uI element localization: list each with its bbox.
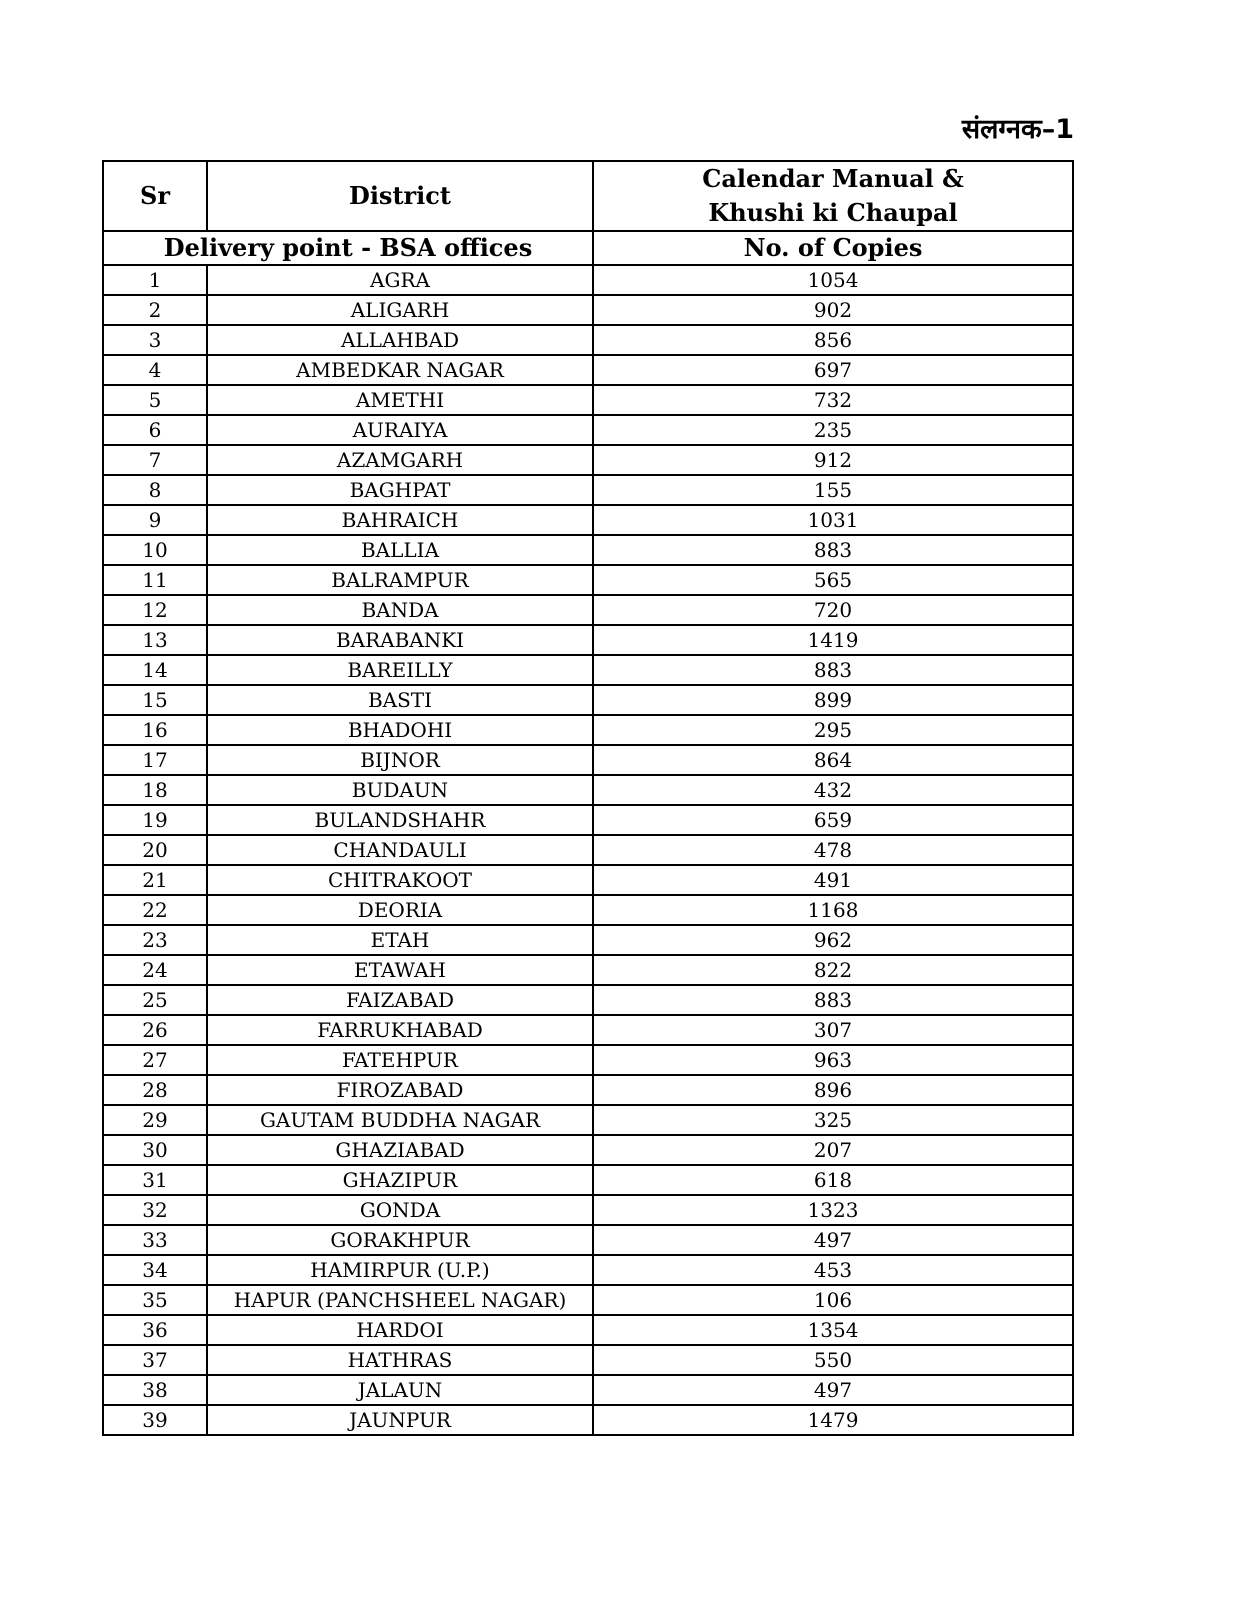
copies-cell: 207 — [593, 1135, 1073, 1165]
sr-cell: 19 — [103, 805, 207, 835]
sr-cell: 26 — [103, 1015, 207, 1045]
district-cell: GHAZIPUR — [207, 1165, 593, 1195]
table-row — [103, 505, 1073, 535]
copies-title-line1: Calendar Manual & — [702, 164, 964, 193]
district-copies-table — [102, 160, 1074, 1436]
table-row — [103, 745, 1073, 775]
table-row — [103, 1315, 1073, 1345]
table-row — [103, 355, 1073, 385]
district-cell: HAPUR (PANCHSHEEL NAGAR) — [207, 1285, 593, 1315]
sr-cell: 11 — [103, 565, 207, 595]
table-row — [103, 1405, 1073, 1435]
sr-cell: 15 — [103, 685, 207, 715]
copies-cell: 155 — [593, 475, 1073, 505]
table-row — [103, 595, 1073, 625]
district-cell: ETAWAH — [207, 955, 593, 985]
district-cell: CHITRAKOOT — [207, 865, 593, 895]
district-header: District — [207, 161, 593, 231]
copies-cell: 963 — [593, 1045, 1073, 1075]
sr-cell: 25 — [103, 985, 207, 1015]
copies-cell: 899 — [593, 685, 1073, 715]
district-cell: AGRA — [207, 265, 593, 295]
table-row — [103, 265, 1073, 295]
copies-cell: 432 — [593, 775, 1073, 805]
copies-cell: 1354 — [593, 1315, 1073, 1345]
sr-cell: 39 — [103, 1405, 207, 1435]
copies-cell: 883 — [593, 655, 1073, 685]
sr-cell: 36 — [103, 1315, 207, 1345]
copies-cell: 902 — [593, 295, 1073, 325]
copies-cell: 883 — [593, 535, 1073, 565]
table-row — [103, 1345, 1073, 1375]
copies-title-line2: Khushi ki Chaupal — [708, 198, 958, 227]
sr-cell: 38 — [103, 1375, 207, 1405]
district-cell: BIJNOR — [207, 745, 593, 775]
copies-cell: 565 — [593, 565, 1073, 595]
sr-cell: 4 — [103, 355, 207, 385]
district-cell: CHANDAULI — [207, 835, 593, 865]
district-cell: GONDA — [207, 1195, 593, 1225]
table-row — [103, 445, 1073, 475]
copies-cell: 896 — [593, 1075, 1073, 1105]
sr-cell: 6 — [103, 415, 207, 445]
table-row — [103, 1015, 1073, 1045]
table-row — [103, 475, 1073, 505]
copies-cell: 864 — [593, 745, 1073, 775]
district-cell: JAUNPUR — [207, 1405, 593, 1435]
sr-cell: 28 — [103, 1075, 207, 1105]
sr-cell: 18 — [103, 775, 207, 805]
table-row — [103, 1105, 1073, 1135]
sr-cell: 3 — [103, 325, 207, 355]
copies-cell: 295 — [593, 715, 1073, 745]
district-cell: HATHRAS — [207, 1345, 593, 1375]
district-cell: AMBEDKAR NAGAR — [207, 355, 593, 385]
copies-cell: 962 — [593, 925, 1073, 955]
copies-cell: 1031 — [593, 505, 1073, 535]
copies-cell: 325 — [593, 1105, 1073, 1135]
copies-cell: 497 — [593, 1375, 1073, 1405]
sr-cell: 13 — [103, 625, 207, 655]
sr-cell: 17 — [103, 745, 207, 775]
copies-cell: 732 — [593, 385, 1073, 415]
copies-cell: 1168 — [593, 895, 1073, 925]
table-row — [103, 415, 1073, 445]
table-row — [103, 1255, 1073, 1285]
sr-cell: 32 — [103, 1195, 207, 1225]
district-cell: BAHRAICH — [207, 505, 593, 535]
copies-subheader: No. of Copies — [593, 231, 1073, 265]
sr-header: Sr — [103, 161, 207, 231]
sr-cell: 22 — [103, 895, 207, 925]
district-cell: BALLIA — [207, 535, 593, 565]
copies-cell: 550 — [593, 1345, 1073, 1375]
sr-cell: 9 — [103, 505, 207, 535]
district-cell: BASTI — [207, 685, 593, 715]
sr-cell: 33 — [103, 1225, 207, 1255]
district-cell: BAREILLY — [207, 655, 593, 685]
district-cell: JALAUN — [207, 1375, 593, 1405]
table-row — [103, 1045, 1073, 1075]
table-row — [103, 955, 1073, 985]
district-cell: DEORIA — [207, 895, 593, 925]
table-row — [103, 1285, 1073, 1315]
district-cell: ALIGARH — [207, 295, 593, 325]
district-cell: FIROZABAD — [207, 1075, 593, 1105]
copies-cell: 478 — [593, 835, 1073, 865]
table-body — [103, 265, 1073, 1435]
district-cell: GHAZIABAD — [207, 1135, 593, 1165]
copies-cell: 1323 — [593, 1195, 1073, 1225]
copies-cell: 883 — [593, 985, 1073, 1015]
sr-cell: 29 — [103, 1105, 207, 1135]
table-row — [103, 535, 1073, 565]
sr-cell: 23 — [103, 925, 207, 955]
sr-cell: 14 — [103, 655, 207, 685]
table-row — [103, 865, 1073, 895]
table-row — [103, 685, 1073, 715]
table-row — [103, 805, 1073, 835]
copies-cell: 497 — [593, 1225, 1073, 1255]
sr-cell: 24 — [103, 955, 207, 985]
copies-cell: 453 — [593, 1255, 1073, 1285]
district-cell: BANDA — [207, 595, 593, 625]
sr-cell: 27 — [103, 1045, 207, 1075]
district-cell: BHADOHI — [207, 715, 593, 745]
sr-cell: 5 — [103, 385, 207, 415]
copies-cell: 856 — [593, 325, 1073, 355]
district-cell: BULANDSHAHR — [207, 805, 593, 835]
table-row — [103, 925, 1073, 955]
sr-cell: 2 — [103, 295, 207, 325]
copies-cell: 235 — [593, 415, 1073, 445]
table-row — [103, 295, 1073, 325]
table-row — [103, 655, 1073, 685]
sr-cell: 8 — [103, 475, 207, 505]
district-cell: HAMIRPUR (U.P.) — [207, 1255, 593, 1285]
table-row — [103, 565, 1073, 595]
sr-cell: 7 — [103, 445, 207, 475]
sr-cell: 35 — [103, 1285, 207, 1315]
sr-cell: 21 — [103, 865, 207, 895]
copies-cell: 822 — [593, 955, 1073, 985]
copies-cell: 307 — [593, 1015, 1073, 1045]
sr-cell: 12 — [103, 595, 207, 625]
copies-cell: 697 — [593, 355, 1073, 385]
district-cell: ETAH — [207, 925, 593, 955]
table-row — [103, 325, 1073, 355]
subheader-row — [103, 231, 1073, 265]
copies-cell: 1479 — [593, 1405, 1073, 1435]
sr-cell: 31 — [103, 1165, 207, 1195]
table-row — [103, 385, 1073, 415]
copies-cell: 491 — [593, 865, 1073, 895]
copies-cell: 720 — [593, 595, 1073, 625]
table-row — [103, 775, 1073, 805]
table-row — [103, 1135, 1073, 1165]
district-cell: AZAMGARH — [207, 445, 593, 475]
copies-cell: 1054 — [593, 265, 1073, 295]
copies-cell: 106 — [593, 1285, 1073, 1315]
district-cell: FATEHPUR — [207, 1045, 593, 1075]
table-row — [103, 1375, 1073, 1405]
copies-title-header — [593, 161, 1073, 231]
sr-cell: 30 — [103, 1135, 207, 1165]
delivery-point-header: Delivery point - BSA offices — [103, 231, 593, 265]
sr-cell: 34 — [103, 1255, 207, 1285]
district-cell: FARRUKHABAD — [207, 1015, 593, 1045]
district-cell: GAUTAM BUDDHA NAGAR — [207, 1105, 593, 1135]
district-cell: HARDOI — [207, 1315, 593, 1345]
table-row — [103, 985, 1073, 1015]
sr-cell: 10 — [103, 535, 207, 565]
table-row — [103, 835, 1073, 865]
district-cell: BUDAUN — [207, 775, 593, 805]
copies-cell: 618 — [593, 1165, 1073, 1195]
district-cell: AURAIYA — [207, 415, 593, 445]
district-cell: GORAKHPUR — [207, 1225, 593, 1255]
district-cell: FAIZABAD — [207, 985, 593, 1015]
sr-cell: 37 — [103, 1345, 207, 1375]
district-cell: BARABANKI — [207, 625, 593, 655]
table-row — [103, 1165, 1073, 1195]
annex-label: संलग्नक–1 — [961, 114, 1074, 145]
table-row — [103, 715, 1073, 745]
header-row — [103, 161, 1073, 231]
copies-cell: 1419 — [593, 625, 1073, 655]
sr-cell: 1 — [103, 265, 207, 295]
sr-cell: 20 — [103, 835, 207, 865]
table-row — [103, 1075, 1073, 1105]
district-cell: BAGHPAT — [207, 475, 593, 505]
copies-cell: 659 — [593, 805, 1073, 835]
sr-cell: 16 — [103, 715, 207, 745]
table-row — [103, 1225, 1073, 1255]
table-row — [103, 895, 1073, 925]
table-row — [103, 1195, 1073, 1225]
copies-cell: 912 — [593, 445, 1073, 475]
district-cell: ALLAHBAD — [207, 325, 593, 355]
district-cell: BALRAMPUR — [207, 565, 593, 595]
table-row — [103, 625, 1073, 655]
district-cell: AMETHI — [207, 385, 593, 415]
